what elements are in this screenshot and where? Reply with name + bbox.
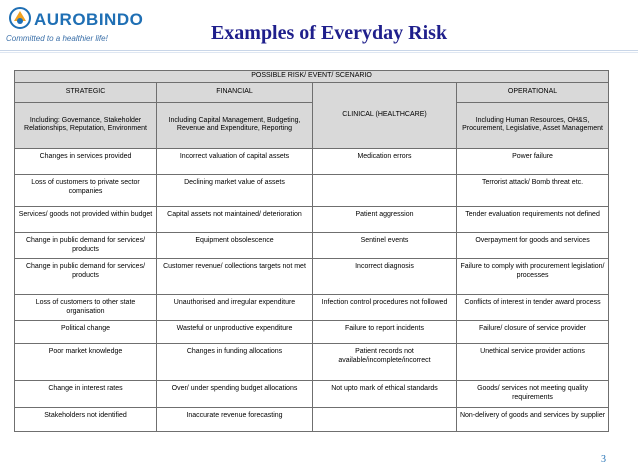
table-cell: Changes in funding allocations [157,343,313,380]
table-cell: Change in public demand for services/ products [15,258,157,294]
column-header-clinical: CLINICAL (HEALTHCARE) [313,82,457,148]
table-cell: Infection control procedures not followed [313,294,457,320]
column-header-strategic: STRATEGIC [15,82,157,102]
table-row [15,148,609,174]
table-cell: Unauthorised and irregular expenditure [157,294,313,320]
table-cell: Stakeholders not identified [15,407,157,431]
table-category-row [15,82,609,102]
table-cell: Incorrect diagnosis [313,258,457,294]
table-row [15,206,609,232]
table-cell: Non-delivery of goods and services by supplier [457,407,609,431]
table-cell: Medication errors [313,148,457,174]
table-cell: Not upto mark of ethical standards [313,380,457,407]
table-super-header-row [15,71,609,83]
logo-tagline: Committed to a healthier life! [6,34,108,43]
table-cell: Change in public demand for services/ products [15,232,157,258]
table-cell: Capital assets not maintained/ deterioration [157,206,313,232]
table-row [15,232,609,258]
table-cell: Patient records not available/incomplete/incorrect [313,343,457,380]
table-cell: Patient aggression [313,206,457,232]
table-cell: Power failure [457,148,609,174]
table-cell: Customer revenue/ collections targets not met [157,258,313,294]
table-cell: Change in interest rates [15,380,157,407]
description-strategic: Including: Governance, Stakeholder Relationships, Reputation, Environment [15,102,157,148]
super-header-cell: POSSIBLE RISK/ EVENT/ SCENARIO [15,71,609,83]
table-cell: Over/ under spending budget allocations [157,380,313,407]
table-cell: Services/ goods not provided within budget [15,206,157,232]
table-cell: Equipment obsolescence [157,232,313,258]
table-cell: Changes in services provided [15,148,157,174]
table-cell: Wasteful or unproductive expenditure [157,320,313,343]
table-cell: Tender evaluation requirements not defined [457,206,609,232]
risk-table [14,70,609,432]
table-cell: Inaccurate revenue forecasting [157,407,313,431]
table-row [15,320,609,343]
table-cell: Sentinel events [313,232,457,258]
logo-wordmark: AUROBINDO [34,10,144,29]
table-cell: Goods/ services not meeting quality requirements [457,380,609,407]
header-divider [0,50,638,51]
table-row [15,258,609,294]
table-cell: Terrorist attack/ Bomb threat etc. [457,174,609,206]
table-cell: Incorrect valuation of capital assets [157,148,313,174]
table-cell: Political change [15,320,157,343]
table-row [15,380,609,407]
table-cell: Loss of customers to private sector companies [15,174,157,206]
table-row [15,407,609,431]
page-number: 3 [601,454,606,465]
table-cell: Unethical service provider actions [457,343,609,380]
column-header-operational: OPERATIONAL [457,82,609,102]
table-row [15,174,609,206]
table-cell: Poor market knowledge [15,343,157,380]
header-divider-secondary [0,52,638,53]
description-operational: Including Human Resources, OH&S, Procurement, Legislative, Asset Management [457,102,609,148]
table-cell: Declining market value of assets [157,174,313,206]
description-financial: Including Capital Management, Budgeting, Revenue and Expenditure, Reporting [157,102,313,148]
column-header-financial: FINANCIAL [157,82,313,102]
table-cell [313,174,457,206]
table-cell: Conflicts of interest in tender award process [457,294,609,320]
table-cell: Overpayment for goods and services [457,232,609,258]
table-cell: Failure to comply with procurement legislation/ processes [457,258,609,294]
table-description-row [15,102,609,148]
table-row [15,294,609,320]
table-row [15,343,609,380]
table-cell: Failure/ closure of service provider [457,320,609,343]
table-cell [313,407,457,431]
table-cell: Loss of customers to other state organisation [15,294,157,320]
slide-title: Examples of Everyday Risk [210,22,448,44]
table-cell: Failure to report incidents [313,320,457,343]
